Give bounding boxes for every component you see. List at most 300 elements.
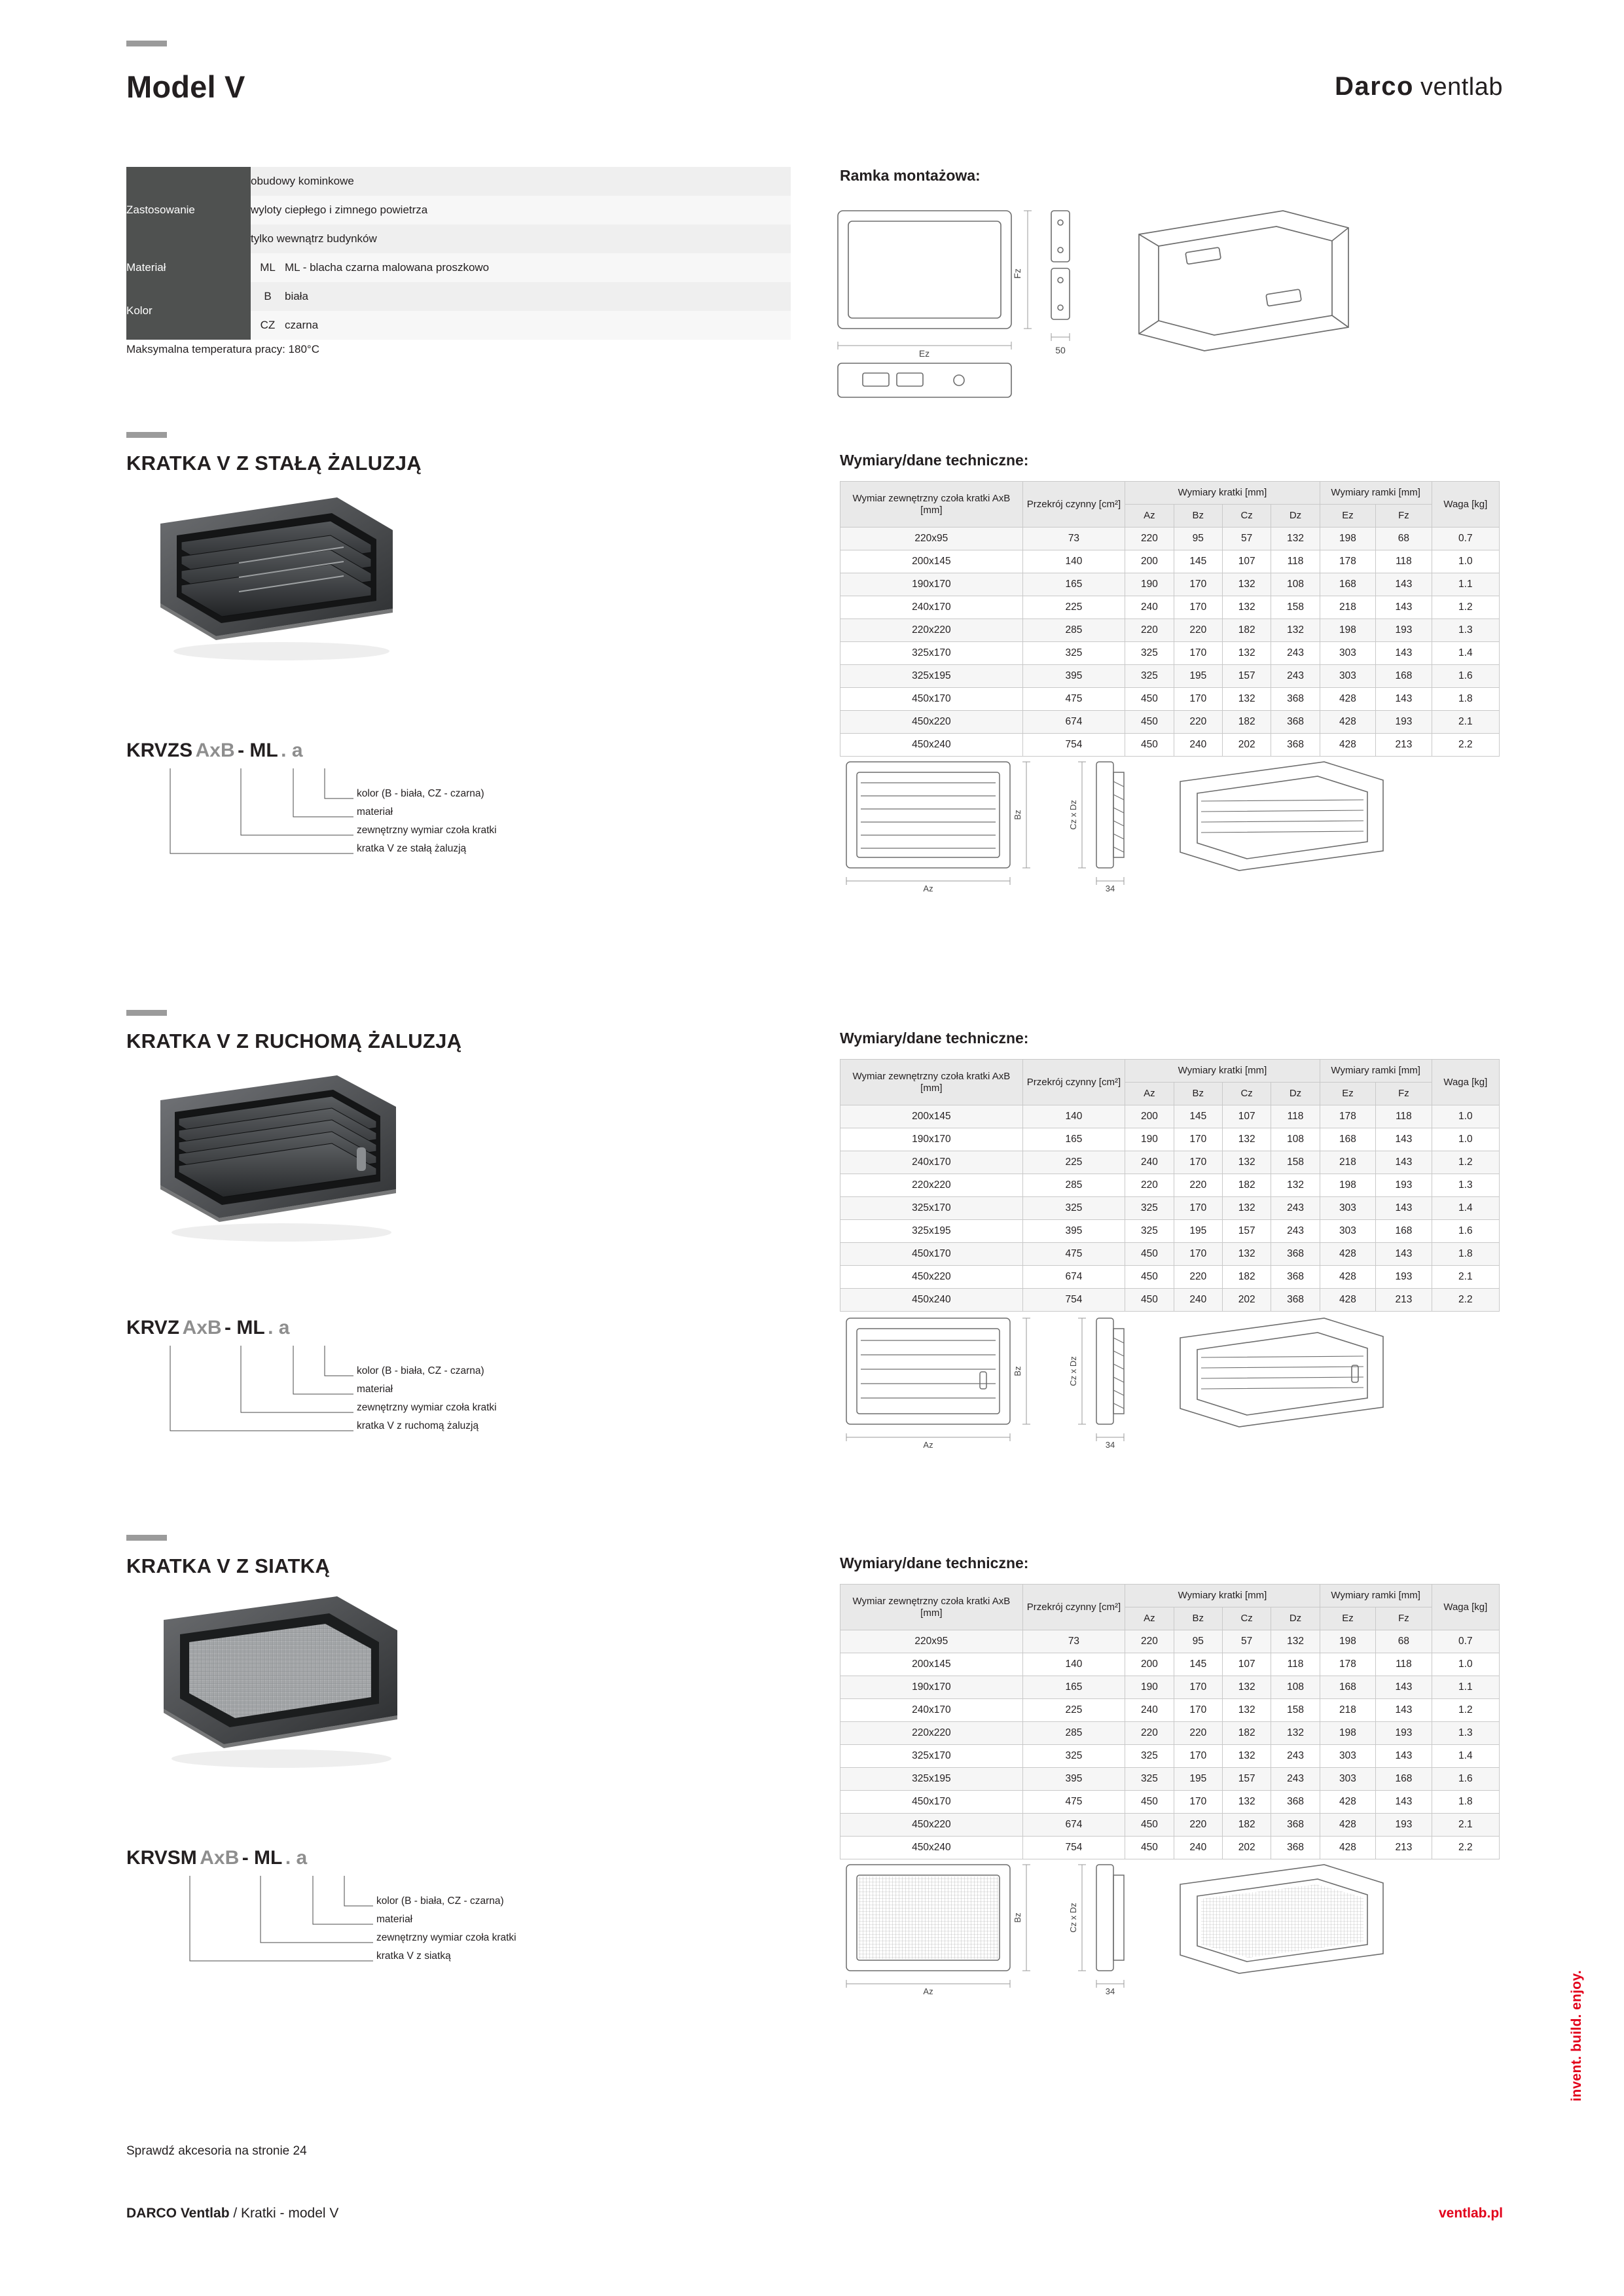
table-cell-7: 143 xyxy=(1376,1745,1432,1768)
table-cell-0: 220x220 xyxy=(840,619,1023,642)
th-free-area: Przekrój czynny [cm²] xyxy=(1022,482,1125,528)
table-cell-7: 118 xyxy=(1376,1105,1432,1128)
th-outer-dim: Wymiar zewnętrzny czoła kratki AxB [mm] xyxy=(840,1060,1023,1105)
table-cell-4: 157 xyxy=(1222,665,1271,688)
table-cell-5: 368 xyxy=(1271,1791,1320,1814)
table-cell-6: 428 xyxy=(1320,1814,1375,1837)
table-cell-6: 168 xyxy=(1320,573,1375,596)
code-material: - ML xyxy=(225,1317,265,1338)
table-cell-5: 368 xyxy=(1271,1814,1320,1837)
table-cell-7: 143 xyxy=(1376,688,1432,711)
table-cell-6: 198 xyxy=(1320,619,1375,642)
table-cell-1: 475 xyxy=(1022,688,1125,711)
technical-drawing-fixed xyxy=(840,753,1501,893)
table-cell-2: 325 xyxy=(1125,665,1174,688)
code-prefix: KRVZS xyxy=(126,740,193,761)
table-cell-4: 107 xyxy=(1222,1653,1271,1676)
table-cell-4: 157 xyxy=(1222,1768,1271,1791)
table-cell-1: 475 xyxy=(1022,1243,1125,1266)
table-cell-1: 754 xyxy=(1022,1289,1125,1312)
th-dz: Dz xyxy=(1271,1607,1320,1630)
th-weight: Waga [kg] xyxy=(1432,1060,1499,1105)
table-cell-5: 118 xyxy=(1271,1653,1320,1676)
table-cell-2: 325 xyxy=(1125,1768,1174,1791)
table-cell-7: 213 xyxy=(1376,1289,1432,1312)
table-cell-3: 170 xyxy=(1174,642,1222,665)
product-code-fixed xyxy=(126,740,303,762)
table-cell-8: 1.6 xyxy=(1432,1768,1499,1791)
table-cell-1: 73 xyxy=(1022,1630,1125,1653)
svg-text:Az: Az xyxy=(923,884,933,893)
table-cell-8: 1.6 xyxy=(1432,1220,1499,1243)
table-cell-2: 450 xyxy=(1125,688,1174,711)
table-cell-4: 182 xyxy=(1222,1722,1271,1745)
table-cell-0: 325x195 xyxy=(840,665,1023,688)
table-row xyxy=(840,596,1500,619)
table-cell-6: 428 xyxy=(1320,1791,1375,1814)
table-cell-0: 220x95 xyxy=(840,1630,1023,1653)
table-row xyxy=(840,1814,1500,1837)
table-cell-0: 450x240 xyxy=(840,734,1023,757)
table-cell-1: 395 xyxy=(1022,1768,1125,1791)
info-label-zastosowanie: Zastosowanie xyxy=(126,167,251,253)
table-cell-1: 674 xyxy=(1022,1266,1125,1289)
table-cell-2: 325 xyxy=(1125,1197,1174,1220)
table-cell-7: 168 xyxy=(1376,1220,1432,1243)
table-cell-4: 132 xyxy=(1222,1791,1271,1814)
table-cell-2: 450 xyxy=(1125,1289,1174,1312)
table-cell-6: 198 xyxy=(1320,1722,1375,1745)
table-cell-3: 240 xyxy=(1174,1837,1222,1859)
code-material: - ML xyxy=(238,740,278,761)
table-row xyxy=(840,1105,1500,1128)
legend-item: materiał xyxy=(357,806,393,817)
brand-logo xyxy=(1335,72,1503,101)
table-cell-5: 108 xyxy=(1271,1128,1320,1151)
section-title-2: KRATKA V Z RUCHOMĄ ŻALUZJĄ xyxy=(126,1030,462,1052)
table-cell-3: 170 xyxy=(1174,1128,1222,1151)
table-cell-4: 202 xyxy=(1222,1837,1271,1859)
table-cell-1: 165 xyxy=(1022,573,1125,596)
table-cell-1: 165 xyxy=(1022,1128,1125,1151)
table-cell-1: 73 xyxy=(1022,528,1125,550)
table-cell-4: 182 xyxy=(1222,1814,1271,1837)
info-code: B xyxy=(251,282,285,311)
table-cell-0: 325x195 xyxy=(840,1220,1023,1243)
table-cell-0: 190x170 xyxy=(840,573,1023,596)
info-value: biała xyxy=(285,282,791,311)
page-title: Model V xyxy=(126,69,245,104)
code-prefix: KRVZ xyxy=(126,1317,180,1338)
table-row xyxy=(840,1151,1500,1174)
table-row xyxy=(840,1266,1500,1289)
th-cz: Cz xyxy=(1222,1607,1271,1630)
table-cell-7: 168 xyxy=(1376,1768,1432,1791)
side-claim: invent. build. enjoy. xyxy=(1569,1970,1584,2102)
table-header-row xyxy=(840,1585,1500,1607)
table-cell-3: 170 xyxy=(1174,573,1222,596)
table-cell-1: 285 xyxy=(1022,1174,1125,1197)
table-cell-8: 1.1 xyxy=(1432,573,1499,596)
table-cell-8: 2.2 xyxy=(1432,1289,1499,1312)
table-cell-8: 1.0 xyxy=(1432,1128,1499,1151)
table-cell-0: 240x170 xyxy=(840,1151,1023,1174)
legend-item: kolor (B - biała, CZ - czarna) xyxy=(357,788,484,799)
table-cell-0: 200x145 xyxy=(840,1105,1023,1128)
table-cell-2: 190 xyxy=(1125,1128,1174,1151)
table-cell-8: 1.4 xyxy=(1432,1197,1499,1220)
table-cell-8: 1.0 xyxy=(1432,1653,1499,1676)
table-cell-4: 182 xyxy=(1222,1174,1271,1197)
table-cell-8: 1.0 xyxy=(1432,1105,1499,1128)
legend-item: zewnętrzny wymiar czoła kratki xyxy=(376,1932,516,1943)
table-cell-4: 132 xyxy=(1222,1243,1271,1266)
table-heading-3: Wymiary/dane techniczne: xyxy=(840,1554,1029,1571)
table-cell-8: 0.7 xyxy=(1432,1630,1499,1653)
table-cell-1: 325 xyxy=(1022,1197,1125,1220)
table-cell-8: 2.2 xyxy=(1432,734,1499,757)
table-row xyxy=(840,573,1500,596)
table-cell-0: 325x170 xyxy=(840,1745,1023,1768)
table-cell-4: 132 xyxy=(1222,596,1271,619)
footer-brand: DARCO Ventlab xyxy=(126,2206,230,2221)
table-row xyxy=(840,528,1500,550)
table-cell-2: 240 xyxy=(1125,1151,1174,1174)
table-cell-4: 57 xyxy=(1222,1630,1271,1653)
data-table-fixed xyxy=(840,481,1500,757)
svg-text:Cz x Dz: Cz x Dz xyxy=(1068,800,1078,830)
code-dimension: AxB xyxy=(182,1317,222,1338)
table-cell-2: 450 xyxy=(1125,1266,1174,1289)
table-row xyxy=(840,1745,1500,1768)
table-cell-5: 368 xyxy=(1271,711,1320,734)
th-group-frame: Wymiary ramki [mm] xyxy=(1320,1060,1432,1083)
table-cell-5: 158 xyxy=(1271,1151,1320,1174)
table-cell-7: 143 xyxy=(1376,1699,1432,1722)
table-cell-3: 145 xyxy=(1174,550,1222,573)
table-cell-0: 450x170 xyxy=(840,1791,1023,1814)
table-cell-2: 200 xyxy=(1125,1105,1174,1128)
table-cell-5: 118 xyxy=(1271,550,1320,573)
table-cell-8: 1.3 xyxy=(1432,1722,1499,1745)
table-cell-7: 143 xyxy=(1376,1243,1432,1266)
table-cell-7: 68 xyxy=(1376,528,1432,550)
table-cell-3: 145 xyxy=(1174,1653,1222,1676)
table-cell-4: 182 xyxy=(1222,1266,1271,1289)
table-cell-3: 170 xyxy=(1174,1745,1222,1768)
table-row xyxy=(126,282,791,311)
table-cell-3: 240 xyxy=(1174,1289,1222,1312)
svg-text:Bz: Bz xyxy=(1013,810,1022,820)
section-title-3: KRATKA V Z SIATKĄ xyxy=(126,1554,331,1577)
table-row xyxy=(840,1289,1500,1312)
th-bz: Bz xyxy=(1174,1607,1222,1630)
th-cz: Cz xyxy=(1222,505,1271,528)
table-cell-2: 220 xyxy=(1125,1630,1174,1653)
table-cell-2: 450 xyxy=(1125,711,1174,734)
frame-drawing xyxy=(831,196,1525,412)
table-cell-4: 132 xyxy=(1222,1128,1271,1151)
legend-item: kolor (B - biała, CZ - czarna) xyxy=(357,1365,484,1376)
table-cell-2: 325 xyxy=(1125,1220,1174,1243)
table-cell-6: 198 xyxy=(1320,528,1375,550)
th-fz: Fz xyxy=(1376,1083,1432,1105)
table-cell-7: 143 xyxy=(1376,1128,1432,1151)
table-cell-2: 450 xyxy=(1125,1791,1174,1814)
table-cell-0: 325x170 xyxy=(840,642,1023,665)
table-body xyxy=(840,528,1500,757)
svg-text:Cz x Dz: Cz x Dz xyxy=(1068,1903,1078,1933)
table-cell-5: 243 xyxy=(1271,642,1320,665)
table-cell-8: 1.0 xyxy=(1432,550,1499,573)
table-cell-6: 178 xyxy=(1320,550,1375,573)
code-material: - ML xyxy=(242,1847,283,1869)
table-cell-5: 243 xyxy=(1271,1745,1320,1768)
info-label-material: Materiał xyxy=(126,253,251,282)
svg-text:50: 50 xyxy=(1055,345,1066,355)
table-row xyxy=(840,1128,1500,1151)
table-cell-0: 325x195 xyxy=(840,1768,1023,1791)
table-cell-8: 2.1 xyxy=(1432,711,1499,734)
table-cell-4: 57 xyxy=(1222,528,1271,550)
table-body xyxy=(840,1105,1500,1312)
table-cell-3: 220 xyxy=(1174,711,1222,734)
table-cell-8: 1.8 xyxy=(1432,1243,1499,1266)
table-cell-7: 193 xyxy=(1376,1174,1432,1197)
table-cell-1: 325 xyxy=(1022,642,1125,665)
table-cell-6: 198 xyxy=(1320,1630,1375,1653)
table-row xyxy=(840,1243,1500,1266)
table-cell-2: 220 xyxy=(1125,1722,1174,1745)
table-cell-3: 170 xyxy=(1174,1197,1222,1220)
th-fz: Fz xyxy=(1376,1607,1432,1630)
product-photo-fixed-louvre xyxy=(141,484,422,674)
table-cell-3: 195 xyxy=(1174,1220,1222,1243)
table-cell-0: 450x170 xyxy=(840,1243,1023,1266)
table-cell-8: 1.3 xyxy=(1432,619,1499,642)
table-cell-0: 325x170 xyxy=(840,1197,1023,1220)
table-cell-8: 1.8 xyxy=(1432,1791,1499,1814)
info-code: ML xyxy=(251,253,285,282)
table-cell-7: 143 xyxy=(1376,1676,1432,1699)
table-cell-6: 178 xyxy=(1320,1105,1375,1128)
table-cell-0: 240x170 xyxy=(840,596,1023,619)
th-group-grid: Wymiary kratki [mm] xyxy=(1125,482,1320,505)
legend-item: materiał xyxy=(376,1914,413,1925)
data-table-mesh xyxy=(840,1584,1500,1859)
table-cell-7: 213 xyxy=(1376,1837,1432,1859)
product-code-movable xyxy=(126,1317,290,1339)
table-cell-7: 143 xyxy=(1376,642,1432,665)
th-ez: Ez xyxy=(1320,1083,1375,1105)
table-row xyxy=(840,1220,1500,1243)
table-cell-7: 213 xyxy=(1376,734,1432,757)
table-row xyxy=(840,550,1500,573)
table-cell-5: 108 xyxy=(1271,573,1320,596)
code-prefix: KRVSM xyxy=(126,1847,197,1869)
footer-section: / Kratki - model V xyxy=(229,2206,339,2221)
table-cell-6: 218 xyxy=(1320,596,1375,619)
table-cell-1: 674 xyxy=(1022,1814,1125,1837)
info-value: czarna xyxy=(285,311,791,340)
table-cell-4: 132 xyxy=(1222,1699,1271,1722)
table-row xyxy=(840,1791,1500,1814)
table-cell-5: 368 xyxy=(1271,1243,1320,1266)
table-row xyxy=(840,1653,1500,1676)
table-cell-1: 395 xyxy=(1022,665,1125,688)
svg-text:Cz x Dz: Cz x Dz xyxy=(1068,1356,1078,1386)
legend-item: kratka V ze stałą żaluzją xyxy=(357,843,467,854)
th-bz: Bz xyxy=(1174,1083,1222,1105)
table-cell-0: 450x220 xyxy=(840,711,1023,734)
th-dz: Dz xyxy=(1271,1083,1320,1105)
code-color: . a xyxy=(285,1847,308,1869)
table-cell-2: 240 xyxy=(1125,1699,1174,1722)
table-cell-5: 243 xyxy=(1271,1220,1320,1243)
table-cell-3: 220 xyxy=(1174,1174,1222,1197)
table-cell-0: 240x170 xyxy=(840,1699,1023,1722)
th-weight: Waga [kg] xyxy=(1432,482,1499,528)
table-cell-8: 1.3 xyxy=(1432,1174,1499,1197)
table-cell-7: 143 xyxy=(1376,1197,1432,1220)
table-cell-7: 193 xyxy=(1376,619,1432,642)
table-cell-8: 1.6 xyxy=(1432,665,1499,688)
technical-drawing-movable xyxy=(840,1309,1501,1450)
section-dash-1 xyxy=(126,432,167,438)
header-dash xyxy=(126,41,167,46)
product-photo-mesh xyxy=(141,1587,422,1777)
table-row xyxy=(840,1197,1500,1220)
table-cell-6: 303 xyxy=(1320,1220,1375,1243)
table-cell-3: 170 xyxy=(1174,1791,1222,1814)
th-outer-dim: Wymiar zewnętrzny czoła kratki AxB [mm] xyxy=(840,1585,1023,1630)
table-cell-1: 674 xyxy=(1022,711,1125,734)
table-row xyxy=(840,1699,1500,1722)
svg-text:Az: Az xyxy=(923,1440,933,1450)
section-dash-2 xyxy=(126,1010,167,1016)
table-cell-1: 165 xyxy=(1022,1676,1125,1699)
table-cell-3: 220 xyxy=(1174,1722,1222,1745)
table-cell-1: 225 xyxy=(1022,596,1125,619)
footer-url[interactable]: ventlab.pl xyxy=(1438,2206,1503,2221)
table-cell-1: 395 xyxy=(1022,1220,1125,1243)
table-cell-5: 108 xyxy=(1271,1676,1320,1699)
table-cell-5: 368 xyxy=(1271,734,1320,757)
table-cell-8: 2.1 xyxy=(1432,1814,1499,1837)
table-cell-8: 0.7 xyxy=(1432,528,1499,550)
footer-left xyxy=(126,2206,338,2221)
th-az: Az xyxy=(1125,505,1174,528)
table-cell-0: 450x240 xyxy=(840,1837,1023,1859)
frame-section-heading: Ramka montażowa: xyxy=(840,167,981,184)
table-cell-6: 428 xyxy=(1320,1243,1375,1266)
table-cell-7: 143 xyxy=(1376,573,1432,596)
th-weight: Waga [kg] xyxy=(1432,1585,1499,1630)
table-cell-6: 218 xyxy=(1320,1699,1375,1722)
table-cell-3: 220 xyxy=(1174,1266,1222,1289)
table-cell-8: 2.2 xyxy=(1432,1837,1499,1859)
table-cell-7: 143 xyxy=(1376,1151,1432,1174)
th-group-frame: Wymiary ramki [mm] xyxy=(1320,1585,1432,1607)
table-cell-2: 190 xyxy=(1125,1676,1174,1699)
table-cell-1: 225 xyxy=(1022,1151,1125,1174)
info-table xyxy=(126,167,791,340)
table-heading-2: Wymiary/dane techniczne: xyxy=(840,1030,1029,1047)
table-cell-6: 303 xyxy=(1320,1197,1375,1220)
product-code-mesh xyxy=(126,1847,307,1869)
legend-item: kratka V z ruchomą żaluzją xyxy=(357,1420,479,1431)
table-cell-2: 200 xyxy=(1125,1653,1174,1676)
table-cell-1: 140 xyxy=(1022,1105,1125,1128)
legend-item: kolor (B - biała, CZ - czarna) xyxy=(376,1895,504,1907)
product-photo-movable-louvre xyxy=(141,1064,422,1253)
th-ez: Ez xyxy=(1320,505,1375,528)
table-cell-2: 325 xyxy=(1125,642,1174,665)
info-label-kolor: Kolor xyxy=(126,282,251,340)
table-row xyxy=(840,1174,1500,1197)
table-row xyxy=(126,167,791,196)
table-cell-5: 368 xyxy=(1271,1837,1320,1859)
table-cell-6: 303 xyxy=(1320,642,1375,665)
table-cell-4: 132 xyxy=(1222,1676,1271,1699)
th-az: Az xyxy=(1125,1607,1174,1630)
table-cell-5: 368 xyxy=(1271,1289,1320,1312)
code-dimension: AxB xyxy=(195,740,235,761)
info-value: ML - blacha czarna malowana proszkowo xyxy=(285,253,791,282)
svg-text:Ez: Ez xyxy=(918,348,930,359)
data-table-movable xyxy=(840,1059,1500,1312)
table-cell-2: 220 xyxy=(1125,619,1174,642)
th-free-area: Przekrój czynny [cm²] xyxy=(1022,1060,1125,1105)
table-header-row xyxy=(840,1060,1500,1083)
table-row xyxy=(840,711,1500,734)
table-row xyxy=(840,688,1500,711)
table-cell-6: 428 xyxy=(1320,734,1375,757)
code-legend-2 xyxy=(357,1366,723,1484)
svg-text:Bz: Bz xyxy=(1013,1912,1022,1923)
table-cell-5: 118 xyxy=(1271,1105,1320,1128)
table-cell-7: 118 xyxy=(1376,1653,1432,1676)
table-cell-4: 132 xyxy=(1222,1151,1271,1174)
table-cell-2: 200 xyxy=(1125,550,1174,573)
code-legend-1 xyxy=(357,789,723,906)
table-cell-2: 450 xyxy=(1125,1814,1174,1837)
svg-text:Bz: Bz xyxy=(1013,1366,1022,1376)
th-dz: Dz xyxy=(1271,505,1320,528)
table-cell-4: 132 xyxy=(1222,642,1271,665)
table-cell-5: 368 xyxy=(1271,1266,1320,1289)
table-cell-3: 220 xyxy=(1174,1814,1222,1837)
table-body xyxy=(840,1630,1500,1859)
table-cell-8: 1.2 xyxy=(1432,596,1499,619)
table-cell-4: 132 xyxy=(1222,1745,1271,1768)
table-cell-3: 195 xyxy=(1174,1768,1222,1791)
table-cell-5: 368 xyxy=(1271,688,1320,711)
table-cell-1: 475 xyxy=(1022,1791,1125,1814)
legend-item: zewnętrzny wymiar czoła kratki xyxy=(357,825,497,836)
table-cell-2: 325 xyxy=(1125,1745,1174,1768)
table-cell-5: 243 xyxy=(1271,1197,1320,1220)
th-group-frame: Wymiary ramki [mm] xyxy=(1320,482,1432,505)
table-cell-3: 95 xyxy=(1174,528,1222,550)
legend-item: zewnętrzny wymiar czoła kratki xyxy=(357,1402,497,1413)
table-cell-0: 220x95 xyxy=(840,528,1023,550)
table-cell-4: 202 xyxy=(1222,734,1271,757)
table-cell-0: 220x220 xyxy=(840,1722,1023,1745)
table-cell-4: 132 xyxy=(1222,573,1271,596)
table-cell-6: 178 xyxy=(1320,1653,1375,1676)
legend-item: materiał xyxy=(357,1384,393,1395)
